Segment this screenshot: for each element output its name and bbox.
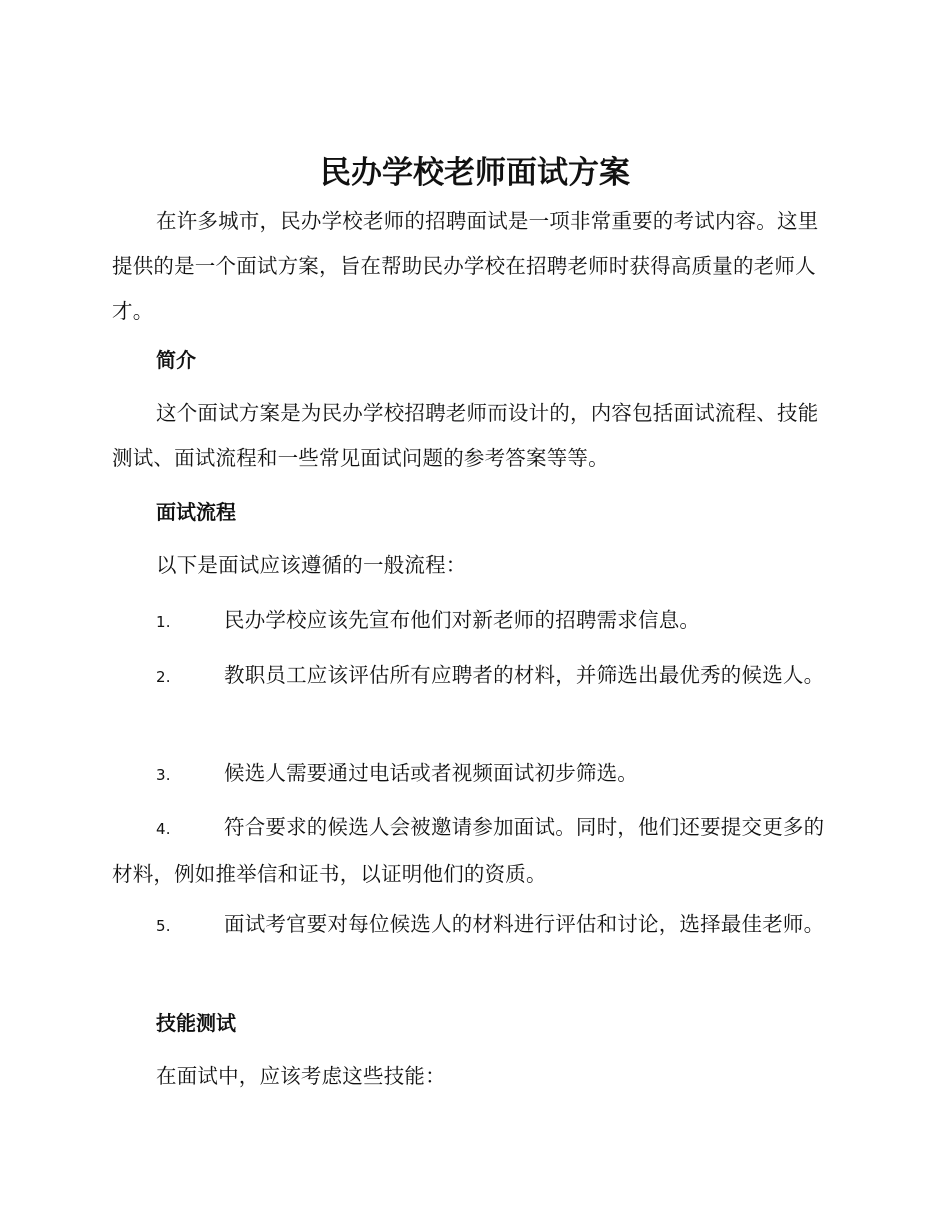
section-heading-process: 面试流程 [156,500,236,524]
list-number: 1. [156,613,171,631]
list-item [112,805,832,897]
list-item [112,902,832,949]
list-item-text: 符合要求的候选人会被邀请参加面试。同时，他们还要提交更多的材料，例如推举信和证书，以证明他们的资质。 [112,815,825,886]
overview-paragraph: 这个面试方案是为民办学校招聘老师而设计的，内容包括面试流程、技能测试、面试流程和一些常见面试问题的参考答案等等。 [112,401,819,470]
list-number: 4. [156,820,171,838]
list-item [112,598,832,645]
section-heading-overview: 简介 [156,348,196,372]
list-item-text: 教职员工应该评估所有应聘者的材料，并筛选出最优秀的候选人。 [224,663,825,687]
intro-paragraph: 在许多城市，民办学校老师的招聘面试是一项非常重要的考试内容。这里提供的是一个面试方案，旨在帮助民办学校在招聘老师时获得高质量的老师人才。 [112,209,819,323]
skills-lead-paragraph: 在面试中，应该考虑这些技能： [156,1064,446,1088]
list-item [112,653,832,700]
list-item [112,751,832,798]
section-heading-skills: 技能测试 [156,1011,236,1035]
list-number: 5. [156,917,171,935]
document-title: 民办学校老师面试方案 [320,155,630,191]
list-item-text: 民办学校应该先宣布他们对新老师的招聘需求信息。 [224,608,701,632]
list-number: 2. [156,668,171,686]
list-item-text: 面试考官要对每位候选人的材料进行评估和讨论，选择最佳老师。 [224,912,825,936]
list-item-text: 候选人需要通过电话或者视频面试初步筛选。 [224,761,638,785]
process-lead-paragraph: 以下是面试应该遵循的一般流程： [156,553,467,577]
list-number: 3. [156,766,171,784]
